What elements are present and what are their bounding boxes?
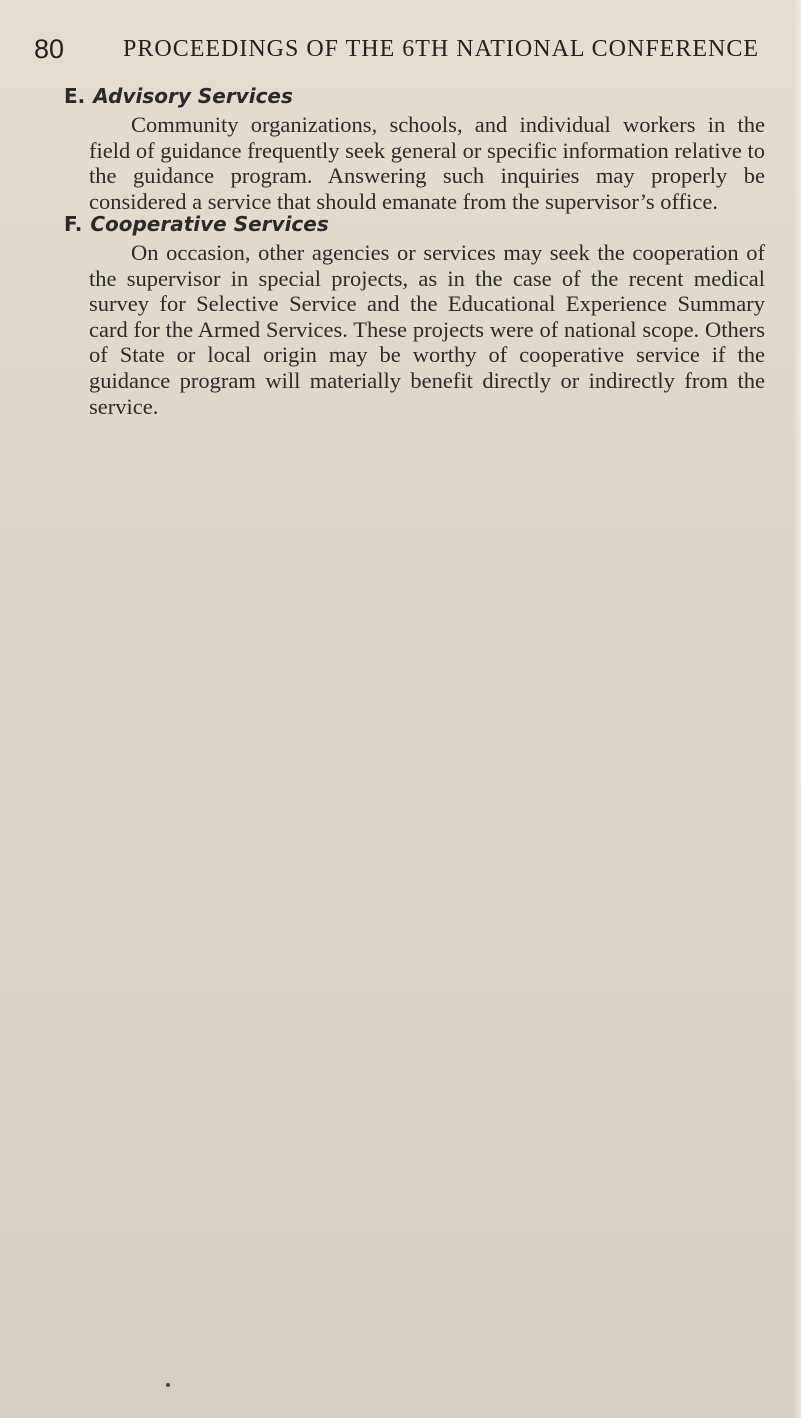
section-advisory-services (64, 82, 774, 214)
section-title: Cooperative Services (90, 212, 329, 236)
page-edge (793, 0, 801, 1418)
running-head: PROCEEDINGS OF THE 6TH NATIONAL CONFERENCE (123, 36, 760, 62)
page-header (34, 34, 774, 66)
section-letter: E. (64, 84, 86, 108)
section-heading (64, 82, 774, 110)
section-cooperative-services (64, 210, 774, 419)
paper-speck (166, 1383, 170, 1387)
section-heading (64, 210, 774, 238)
section-paragraph: Community organizations, schools, and individual workers in the field of guidance frequently seek general or specific information relative to the guidance program. Answering such inquiries may properly be considered a service that should emanate from the supervisor’s office. (89, 112, 765, 214)
page-number: 80 (34, 34, 65, 64)
section-paragraph: On occasion, other agencies or services may seek the cooperation of the supervisor in special projects, as in the case of the recent medical survey for Selective Service and the Educational Experience Summary card for the Armed Services. These projects were of national scope. Others of State or local origin may be worthy of cooperative service if the guidance program will materially benefit directly or indirectly from the service. (89, 240, 765, 419)
section-title: Advisory Services (93, 84, 293, 108)
section-letter: F. (64, 212, 83, 236)
